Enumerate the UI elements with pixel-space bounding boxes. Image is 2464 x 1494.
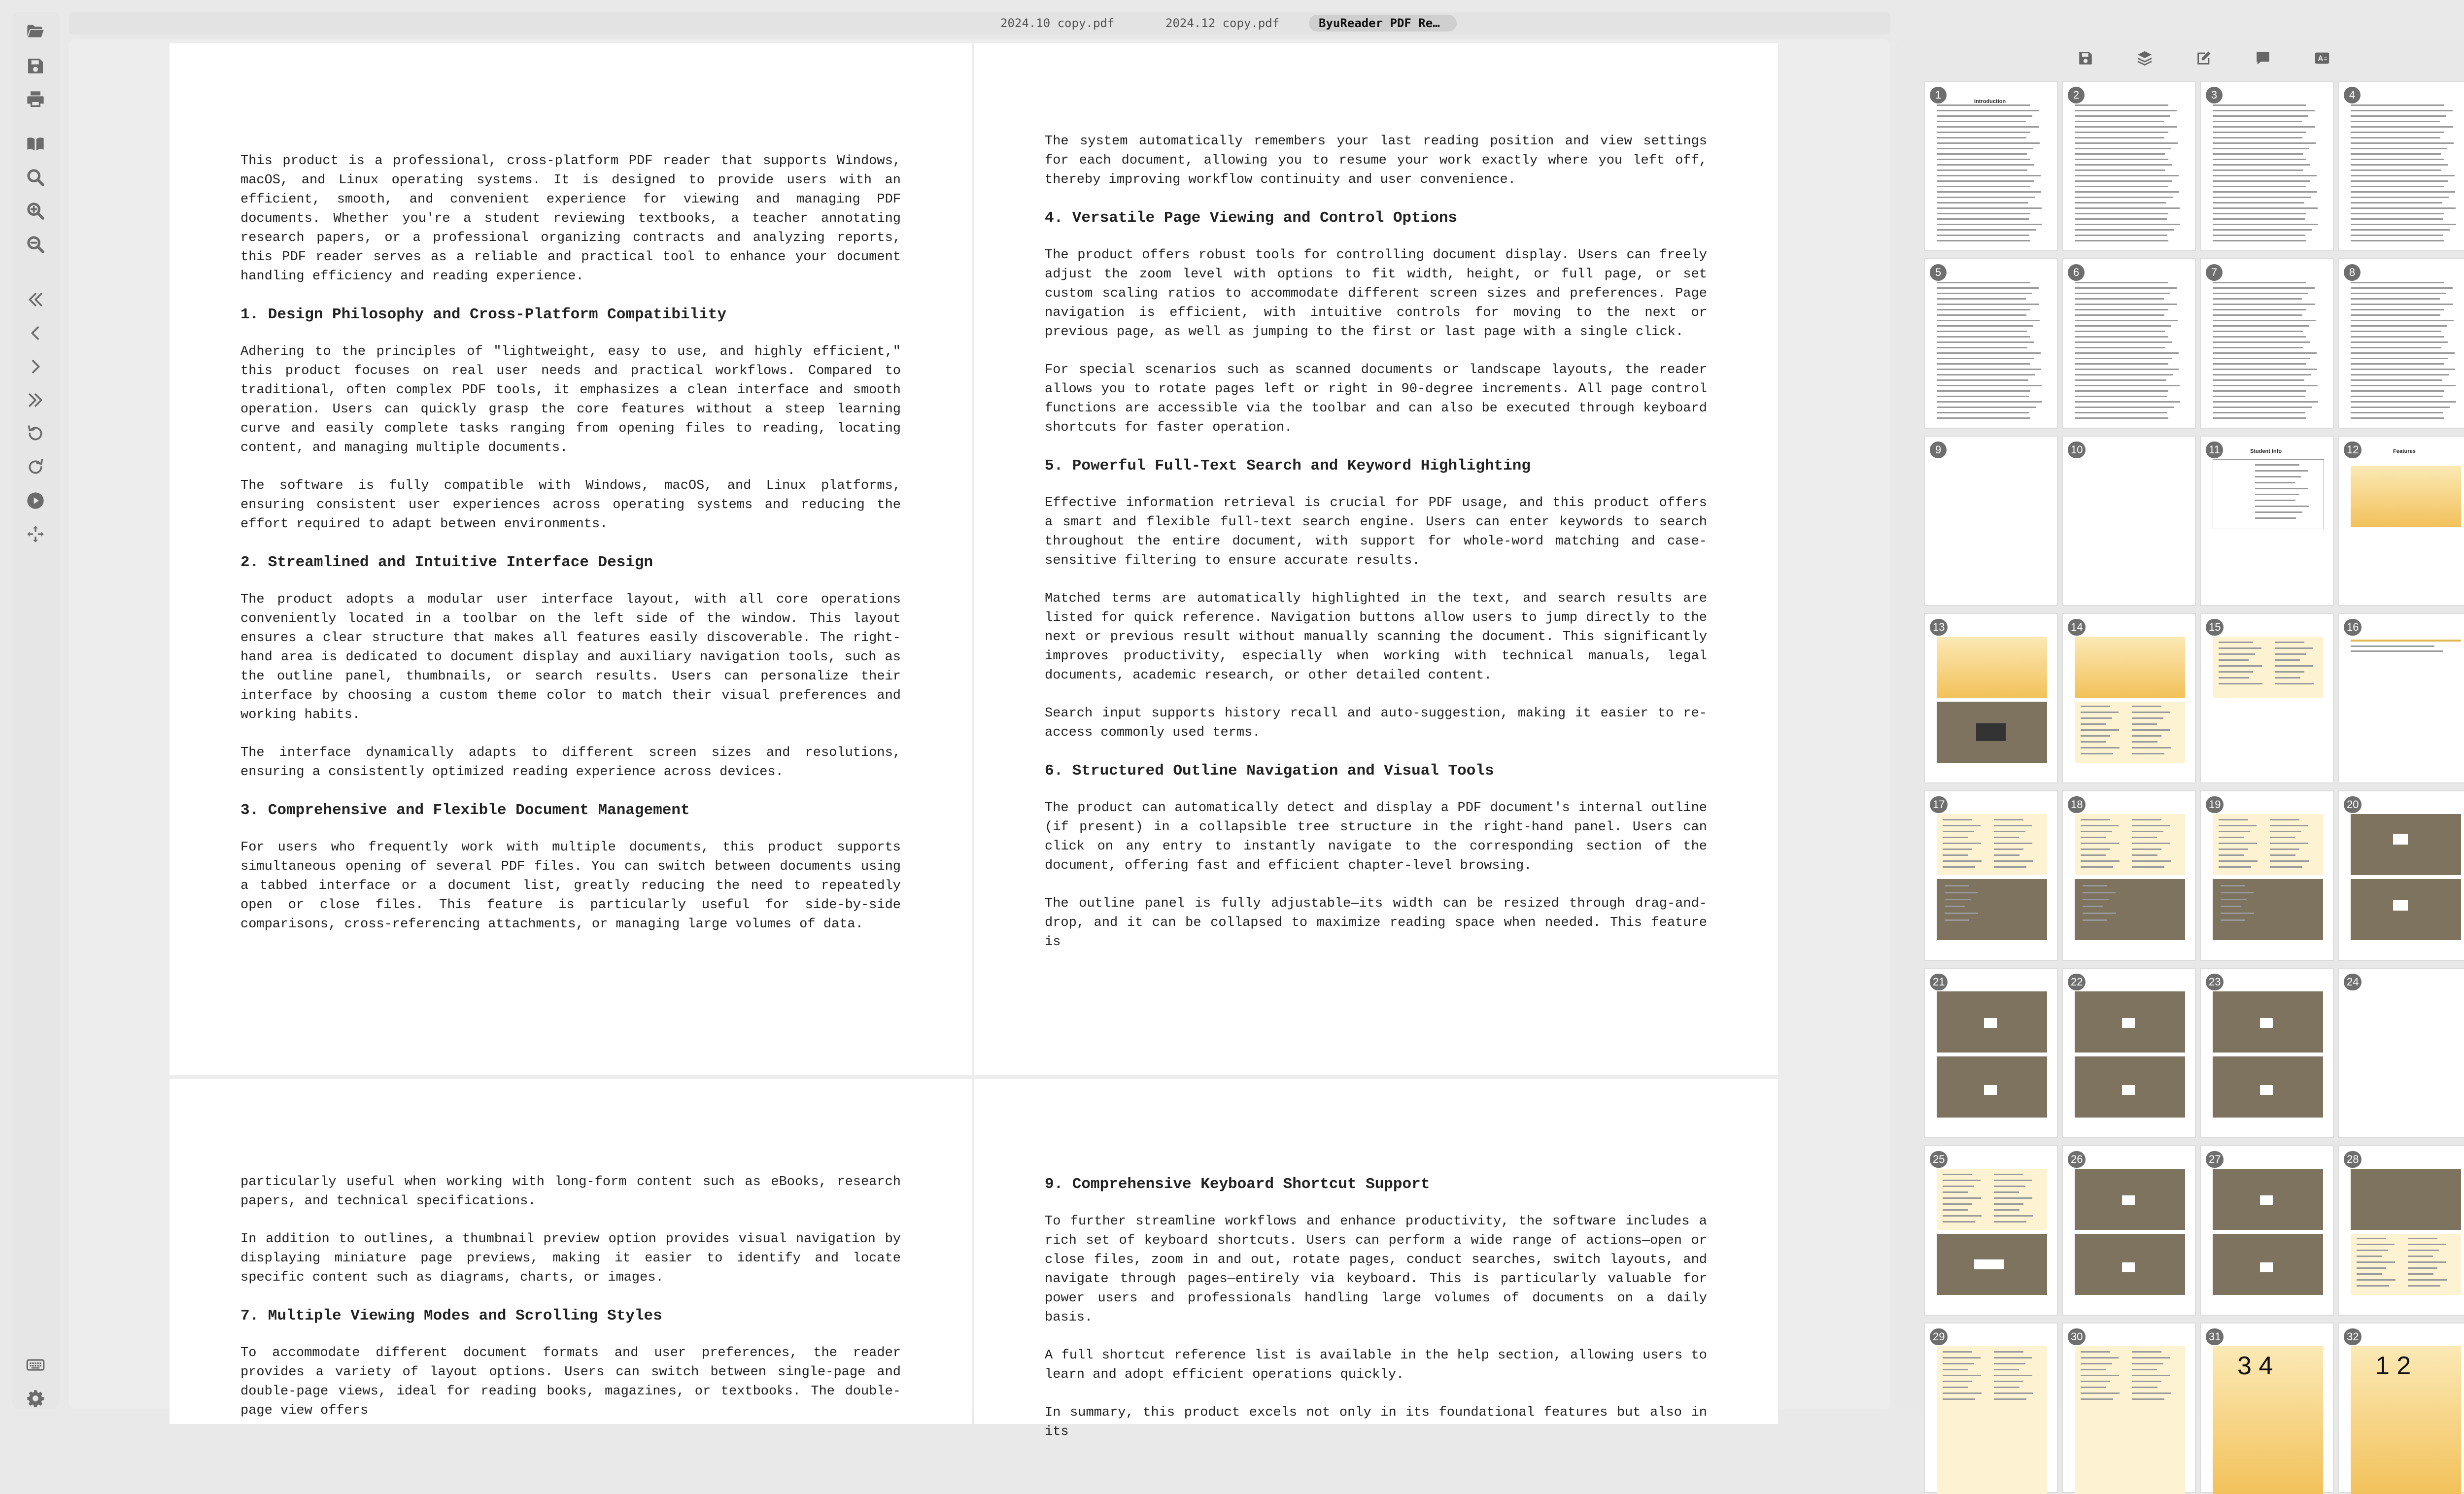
section-heading: 1. Design Philosophy and Cross-Platform Compatibility: [240, 306, 726, 323]
paragraph: particularly useful when working with long-form content such as eBooks, research papers, and technical specifications.: [240, 1175, 901, 1209]
zoom-in-icon[interactable]: [24, 199, 47, 223]
page-thumbnail[interactable]: [2338, 1145, 2464, 1316]
page-thumbnail[interactable]: [2200, 613, 2334, 783]
page-thumbnail[interactable]: [2338, 436, 2464, 606]
section-heading: 7. Multiple Viewing Modes and Scrolling Styles: [240, 1307, 662, 1324]
thumbnail-page-number: 22: [2068, 974, 2086, 990]
page-thumbnail[interactable]: [2338, 613, 2464, 783]
section-heading: 9. Comprehensive Keyboard Shortcut Support: [1045, 1176, 1430, 1193]
page-thumbnail[interactable]: [2338, 968, 2464, 1138]
layers-icon[interactable]: [2133, 47, 2156, 69]
thumbnail-page-number: 4: [2344, 87, 2361, 103]
thumbnail-page-number: 16: [2344, 619, 2361, 636]
paragraph: This product is a professional, cross-platform PDF reader that supports Windows, macOS, and Linux operating systems. It is designed to provide users with an efficient, smooth, and convenient experience for viewing and managing PDF documents. Whether you're a student reviewing textbooks, a teacher annotating research papers, or a professional organizing contracts and analyzing reports, this PDF reader serves as a reliable and practical tool to enhance your document handling efficiency and reading experience.: [240, 154, 901, 284]
zoom-out-icon[interactable]: [24, 233, 47, 256]
thumbnail-page-number: 20: [2344, 796, 2361, 813]
page-thumbnail[interactable]: [2338, 258, 2464, 429]
thumbnail-page-number: 15: [2206, 619, 2224, 636]
page-thumbnail[interactable]: [2200, 1145, 2334, 1316]
section-heading: 3. Comprehensive and Flexible Document Management: [240, 802, 690, 819]
thumbnail-title: Introduction: [1974, 99, 2006, 104]
rotate-right-icon[interactable]: [24, 455, 47, 479]
page-thumbnail[interactable]: [1924, 258, 2058, 429]
paragraph: The outline panel is fully adjustable—its width can be resized through drag-and-drop, and it can be collapsed to maximize reading space when needed. This feature is: [1045, 896, 1707, 950]
thumbnail-page-number: 30: [2068, 1328, 2086, 1345]
paragraph: Search input supports history recall and auto-suggestion, making it easier to re-access commonly used terms.: [1045, 706, 1707, 740]
thumbnail-page-number: 10: [2068, 441, 2086, 458]
page-thumbnail[interactable]: [2200, 968, 2334, 1138]
thumbnail-page-number: 13: [1930, 619, 1948, 636]
thumbnail-title: Student Info: [2250, 448, 2282, 454]
thumbnail-page-number: 2: [2068, 87, 2085, 103]
prev-page-icon[interactable]: [24, 321, 47, 345]
thumbnail-page-label: 1 2: [2375, 1352, 2411, 1380]
folder-open-icon[interactable]: [24, 20, 47, 43]
page-thumbnail[interactable]: [2062, 258, 2196, 429]
thumbnail-page-number: 28: [2344, 1151, 2361, 1168]
thumbnail-page-number: 14: [2068, 619, 2086, 636]
paragraph: The product offers robust tools for controlling document display. Users can freely adjust the zoom level with options to fit width, height, or full page, or set custom scaling ratios to accommodate different screen sizes and preferences. Page navigation is efficient, with intuitive controls for moving to the next or previous page, as well as jumping to the first or last page with a single click.: [1045, 248, 1707, 340]
thumbnail-page-number: 26: [2068, 1151, 2086, 1168]
last-page-icon[interactable]: [24, 388, 47, 412]
pdf-page-1: [170, 43, 972, 1075]
thumbnail-page-number: 24: [2344, 974, 2361, 990]
thumbnail-page-number: 9: [1930, 441, 1947, 458]
thumbnail-page-number: 12: [2344, 441, 2361, 458]
document-tab-bar: [69, 12, 1890, 34]
thumbnail-page-number: 8: [2344, 264, 2361, 281]
page-thumbnail[interactable]: [1924, 1323, 2058, 1493]
paragraph: A full shortcut reference list is available in the help section, allowing users to learn and adopt efficient operations quickly.: [1045, 1348, 1707, 1382]
paragraph: Matched terms are automatically highlighted in the text, and search results are listed for quick reference. Navigation buttons allow users to jump directly to the next or previous result without manually scanning the document. This significantly improves productivity, especially when working with technical manuals, legal documents, academic research, or other detailed content.: [1045, 591, 1707, 683]
font-icon[interactable]: [2310, 47, 2334, 69]
page-thumbnail[interactable]: [1924, 81, 2058, 251]
thumbnail-panel: [1896, 39, 2464, 1409]
rotate-left-icon[interactable]: [24, 422, 47, 445]
thumbnail-page-number: 31: [2206, 1328, 2224, 1345]
section-heading: 4. Versatile Page Viewing and Control Options: [1045, 209, 1458, 227]
page-thumbnail[interactable]: [2200, 81, 2334, 251]
page-thumbnail[interactable]: [2338, 81, 2464, 251]
page-thumbnail[interactable]: [2062, 968, 2196, 1138]
print-icon[interactable]: [24, 88, 47, 111]
thumbnail-page-number: 32: [2344, 1328, 2361, 1345]
thumbnail-page-number: 5: [1930, 264, 1947, 281]
save-icon[interactable]: [2074, 47, 2097, 69]
thumbnail-page-number: 29: [1930, 1328, 1948, 1345]
thumbnail-title: Features: [2393, 448, 2416, 454]
paragraph: In addition to outlines, a thumbnail preview option provides visual navigation by displaying miniature page previews, making it easier to identify and locate specific content such as diagrams, charts, or images.: [240, 1232, 901, 1285]
pdf-page-3: [170, 1079, 972, 1424]
paragraph: For special scenarios such as scanned documents or landscape layouts, the reader allows you to rotate pages left or right in 90-degree increments. All page control functions are accessible via the toolbar and can also be executed through keyboard shortcuts for faster operation.: [1045, 363, 1707, 435]
page-thumbnail[interactable]: [1924, 1145, 2058, 1316]
page-thumbnail[interactable]: [2200, 436, 2334, 606]
thumbnail-page-number: 23: [2206, 974, 2224, 990]
thumbnail-page-number: 6: [2068, 264, 2085, 281]
page-thumbnail[interactable]: [1924, 613, 2058, 783]
page-thumbnail[interactable]: [2062, 436, 2196, 606]
paragraph: The system automatically remembers your last reading position and view settings for each document, allowing you to resume your work exactly where you left off, thereby improving workflow continuity and user convenience.: [1045, 134, 1707, 187]
section-heading: 5. Powerful Full-Text Search and Keyword Highlighting: [1045, 457, 1531, 475]
thumbnail-page-number: 18: [2068, 796, 2086, 813]
thumbnail-page-number: 7: [2206, 264, 2223, 281]
save-icon[interactable]: [24, 54, 47, 78]
comment-icon[interactable]: [2251, 47, 2275, 69]
gear-icon[interactable]: [24, 1387, 47, 1410]
paragraph: The software is fully compatible with Windows, macOS, and Linux platforms, ensuring consistent user experiences across operating systems and reducing the effort required to adapt between environments.: [240, 478, 901, 532]
first-page-icon[interactable]: [24, 288, 47, 311]
section-heading: 6. Structured Outline Navigation and Visual Tools: [1045, 762, 1494, 780]
thumbnail-page-number: 25: [1930, 1151, 1948, 1168]
page-thumbnail[interactable]: [2200, 790, 2334, 961]
play-icon[interactable]: [24, 489, 47, 512]
page-thumbnail[interactable]: [2062, 613, 2196, 783]
edit-icon[interactable]: [2192, 47, 2216, 69]
search-icon[interactable]: [24, 166, 47, 189]
next-page-icon[interactable]: [24, 355, 47, 378]
page-thumbnail[interactable]: [2200, 1323, 2334, 1493]
page-thumbnail[interactable]: [2338, 790, 2464, 961]
thumbnail-page-number: 17: [1930, 796, 1948, 813]
keyboard-icon[interactable]: [24, 1353, 47, 1377]
fit-icon[interactable]: [24, 522, 47, 546]
page-thumbnail[interactable]: [2062, 1323, 2196, 1493]
thumbnail-page-label: 3 4: [2237, 1352, 2273, 1380]
paragraph: Effective information retrieval is crucial for PDF usage, and this product offers a smart and flexible full-text search engine. Users can enter keywords to search throughout the entire document, with support for whole-word matching and case-sensitive filtering to ensure accurate results.: [1045, 496, 1707, 568]
thumbnail-page-number: 21: [1930, 974, 1948, 990]
document-view[interactable]: [69, 39, 1890, 1439]
thumbnail-page-number: 11: [2206, 441, 2223, 458]
paragraph: The product can automatically detect and display a PDF document's internal outline (if present) in a collapsible tree structure in the right-hand panel. Users can click on any entry to instantly navigate to the corresponding section of the document, offering fast and efficient chapter-level browsing.: [1045, 801, 1707, 873]
page-thumbnail[interactable]: [2062, 1145, 2196, 1316]
paragraph: The interface dynamically adapts to different screen sizes and resolutions, ensuring a consistently optimized reading experience across devices.: [240, 746, 901, 780]
page-thumbnail[interactable]: [2200, 258, 2334, 429]
thumbnail-grid: [1924, 81, 2464, 1493]
thumbnail-page-number: 19: [2206, 796, 2224, 813]
page-thumbnail[interactable]: [2338, 1323, 2464, 1493]
page-thumbnail[interactable]: [1924, 790, 2058, 961]
section-heading: 2. Streamlined and Intuitive Interface Design: [240, 554, 653, 571]
page-thumbnail[interactable]: [2062, 81, 2196, 251]
thumbnail-page-number: 3: [2206, 87, 2223, 103]
page-thumbnail[interactable]: [2062, 790, 2196, 961]
page-thumbnail[interactable]: [1924, 436, 2058, 606]
paragraph: For users who frequently work with multiple documents, this product supports simultaneous opening of several PDF files. You can switch between documents using a tabbed interface or a document list, greatly reducing the need to repeatedly open or close files. This feature is particularly useful for side-by-side comparisons, cross-referencing attachments, or managing large volumes of data.: [240, 840, 901, 932]
paragraph: The product adopts a modular user interface layout, with all core operations conveniently located in a toolbar on the left side of the window. This layout ensures a clear structure that makes all features easily discoverable. The right-hand area is dedicated to document display and auxiliary navigation tools, such as the outline panel, thumbnails, or search results. Users can personalize their interface by choosing a custom theme color to match their visual preferences and working habits.: [240, 592, 901, 722]
paragraph: To further streamline workflows and enhance productivity, the software includes a rich set of keyboard shortcuts. Users can perform a wide range of actions—open or close files, zoom in and out, rotate pages, conduct searches, switch layouts, and navigate through pages—entirely via keyboard. This is particularly valuable for power users and professionals handling large volumes of documents on a daily basis.: [1045, 1214, 1707, 1325]
tab-2024-10[interactable]: 2024.10 copy.pdf: [1000, 16, 1115, 30]
paragraph: To accommodate different document formats and user preferences, the reader provides a variety of layout options. Users can switch between single-page and double-page views, ideal for reading books, magazines, or textbooks. The double-page view offers: [240, 1346, 901, 1418]
pdf-page-2: [974, 43, 1778, 1075]
book-icon[interactable]: [24, 132, 47, 156]
thumbnail-page-number: 1: [1930, 87, 1947, 103]
left-toolbar: [12, 12, 59, 1409]
page-thumbnail[interactable]: [1924, 968, 2058, 1138]
tab-2024-12[interactable]: 2024.12 copy.pdf: [1165, 16, 1280, 30]
paragraph: In summary, this product excels not only in its foundational features but also in its: [1045, 1405, 1707, 1439]
thumbnail-page-number: 27: [2206, 1151, 2224, 1168]
paragraph: Adhering to the principles of "lightweight, easy to use, and highly efficient," this product focuses on real user needs and practical workflows. Compared to traditional, often complex PDF tools, it emphasizes a clean interface and smooth operation. Users can quickly grasp the core features without a steep learning curve and easily complete tasks ranging from opening files to reading, locating content, and managing multiple documents.: [240, 344, 901, 455]
tab-byureader[interactable]: ByuReader PDF Re…: [1309, 15, 1457, 32]
pdf-page-4: [974, 1079, 1778, 1439]
